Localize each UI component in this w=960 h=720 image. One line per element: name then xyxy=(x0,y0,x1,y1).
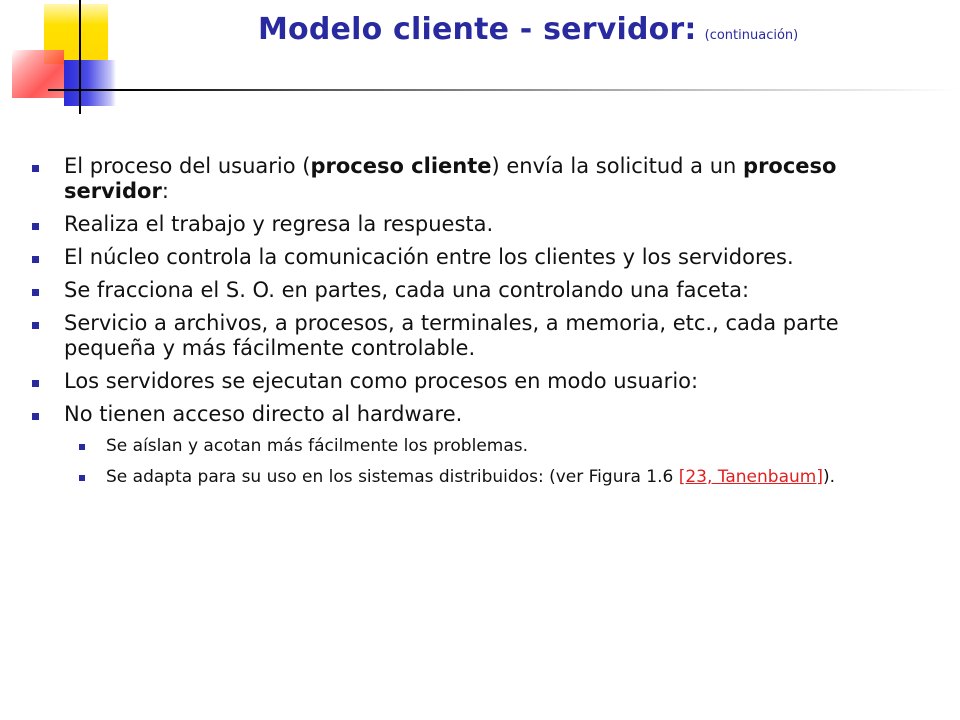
bullet-text: El núcleo controla la comunicación entre los clientes y los servidores. xyxy=(64,245,794,269)
sub-bullet-square-icon xyxy=(79,475,85,481)
bullet-item xyxy=(30,278,910,303)
bullet-item xyxy=(30,402,910,427)
logo-vertical-line xyxy=(79,0,81,114)
bullet-item xyxy=(30,311,910,361)
bullet-square-icon xyxy=(32,322,39,329)
sub-bullet-text: ). xyxy=(822,467,836,487)
bullet-text: : xyxy=(161,179,169,203)
bullet-text: El proceso del usuario ( xyxy=(64,154,311,178)
logo-blue-square xyxy=(64,60,116,106)
sub-bullet-square-icon xyxy=(79,444,85,450)
slide-title xyxy=(258,12,798,47)
bullet-item xyxy=(30,212,910,237)
bullet-item xyxy=(30,245,910,270)
bullet-square-icon xyxy=(32,380,39,387)
bullet-square-icon xyxy=(32,165,39,172)
sub-bullet-item xyxy=(30,435,910,457)
sub-bullet-item xyxy=(30,466,910,488)
title-main: Modelo cliente - servidor: xyxy=(258,12,697,47)
bullet-text: Los servidores se ejecutan como procesos en modo usuario: xyxy=(64,369,699,393)
reference-link[interactable]: [23, Tanenbaum] xyxy=(678,467,823,487)
bullet-text: No tienen acceso directo al hardware. xyxy=(64,402,463,426)
bullet-text: ) envía la solicitud a un xyxy=(491,154,744,178)
bullet-bold-text: proceso cliente xyxy=(310,154,492,178)
sub-bullet-text: Se adapta para su uso en los sistemas distribuidos: (ver Figura 1.6 xyxy=(106,467,679,487)
bullet-text: Se fracciona el S. O. en partes, cada una controlando una faceta: xyxy=(64,278,750,302)
bullet-square-icon xyxy=(32,413,39,420)
bullet-list xyxy=(30,154,910,497)
title-subtitle: (continuación) xyxy=(704,28,799,43)
bullet-bold-text: proceso servidor xyxy=(64,154,837,203)
bullet-square-icon xyxy=(32,223,39,230)
title-underline xyxy=(48,89,960,91)
bullet-item xyxy=(30,154,910,204)
bullet-square-icon xyxy=(32,256,39,263)
bullet-item xyxy=(30,369,910,394)
bullet-square-icon xyxy=(32,289,39,296)
bullet-text: Servicio a archivos, a procesos, a terminales, a memoria, etc., cada parte pequeña y más fácilmente controlable. xyxy=(64,311,839,360)
bullet-text: Realiza el trabajo y regresa la respuesta. xyxy=(64,212,494,236)
sub-bullet-text: Se aíslan y acotan más fácilmente los problemas. xyxy=(106,436,529,456)
